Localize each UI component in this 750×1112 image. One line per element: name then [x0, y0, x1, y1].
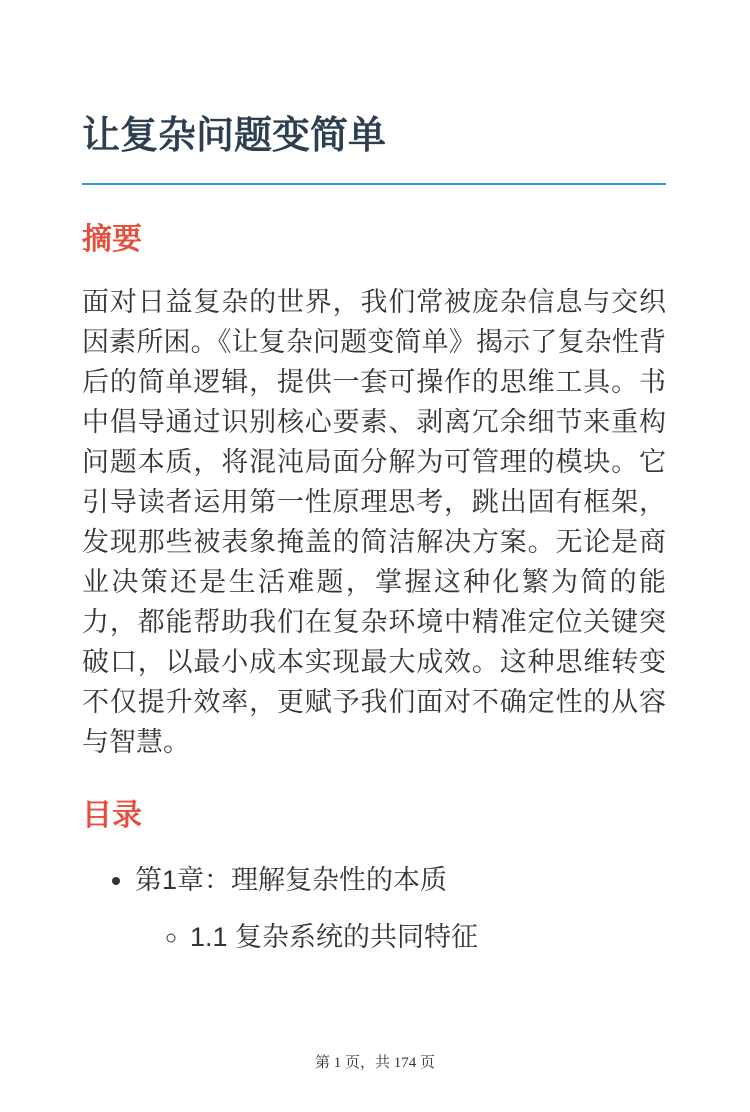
toc-section-label: 1.1 复杂系统的共同特征 [190, 922, 479, 952]
document-page [82, 112, 666, 957]
toc-section-item [190, 917, 666, 957]
toc-list [82, 860, 666, 957]
abstract-heading: 摘要 [82, 223, 142, 256]
toc-sublist [135, 917, 666, 957]
abstract-text: 面对日益复杂的世界，我们常被庞杂信息与交织因素所困。《让复杂问题变简单》揭示了复杂性背后的简单逻辑，提供一套可操作的思维工具。书中倡导通过识别核心要素、剥离冗余细节来重构问题本质，将混沌局面分解为可管理的模块。它引导读者运用第一性原理思考，跳出固有框架，发现那些被表象掩盖的简洁解决方案。无论是商业决策还是生活难题，掌握这种化繁为简的能力，都能帮助我们在复杂环境中精准定位关键突破口，以最小成本实现最大成效。这种思维转变不仅提升效率，更赋予我们面对不确定性的从容与智慧。 [82, 287, 666, 757]
toc-chapter-item [135, 860, 666, 957]
page-title: 让复杂问题变简单 [82, 115, 387, 157]
toc-heading: 目录 [82, 799, 142, 832]
page-number-indicator: 第 1 页，共 174 页 [314, 1055, 435, 1071]
title-divider [82, 183, 666, 185]
toc-chapter-label: 第1章：理解复杂性的本质 [135, 865, 448, 895]
